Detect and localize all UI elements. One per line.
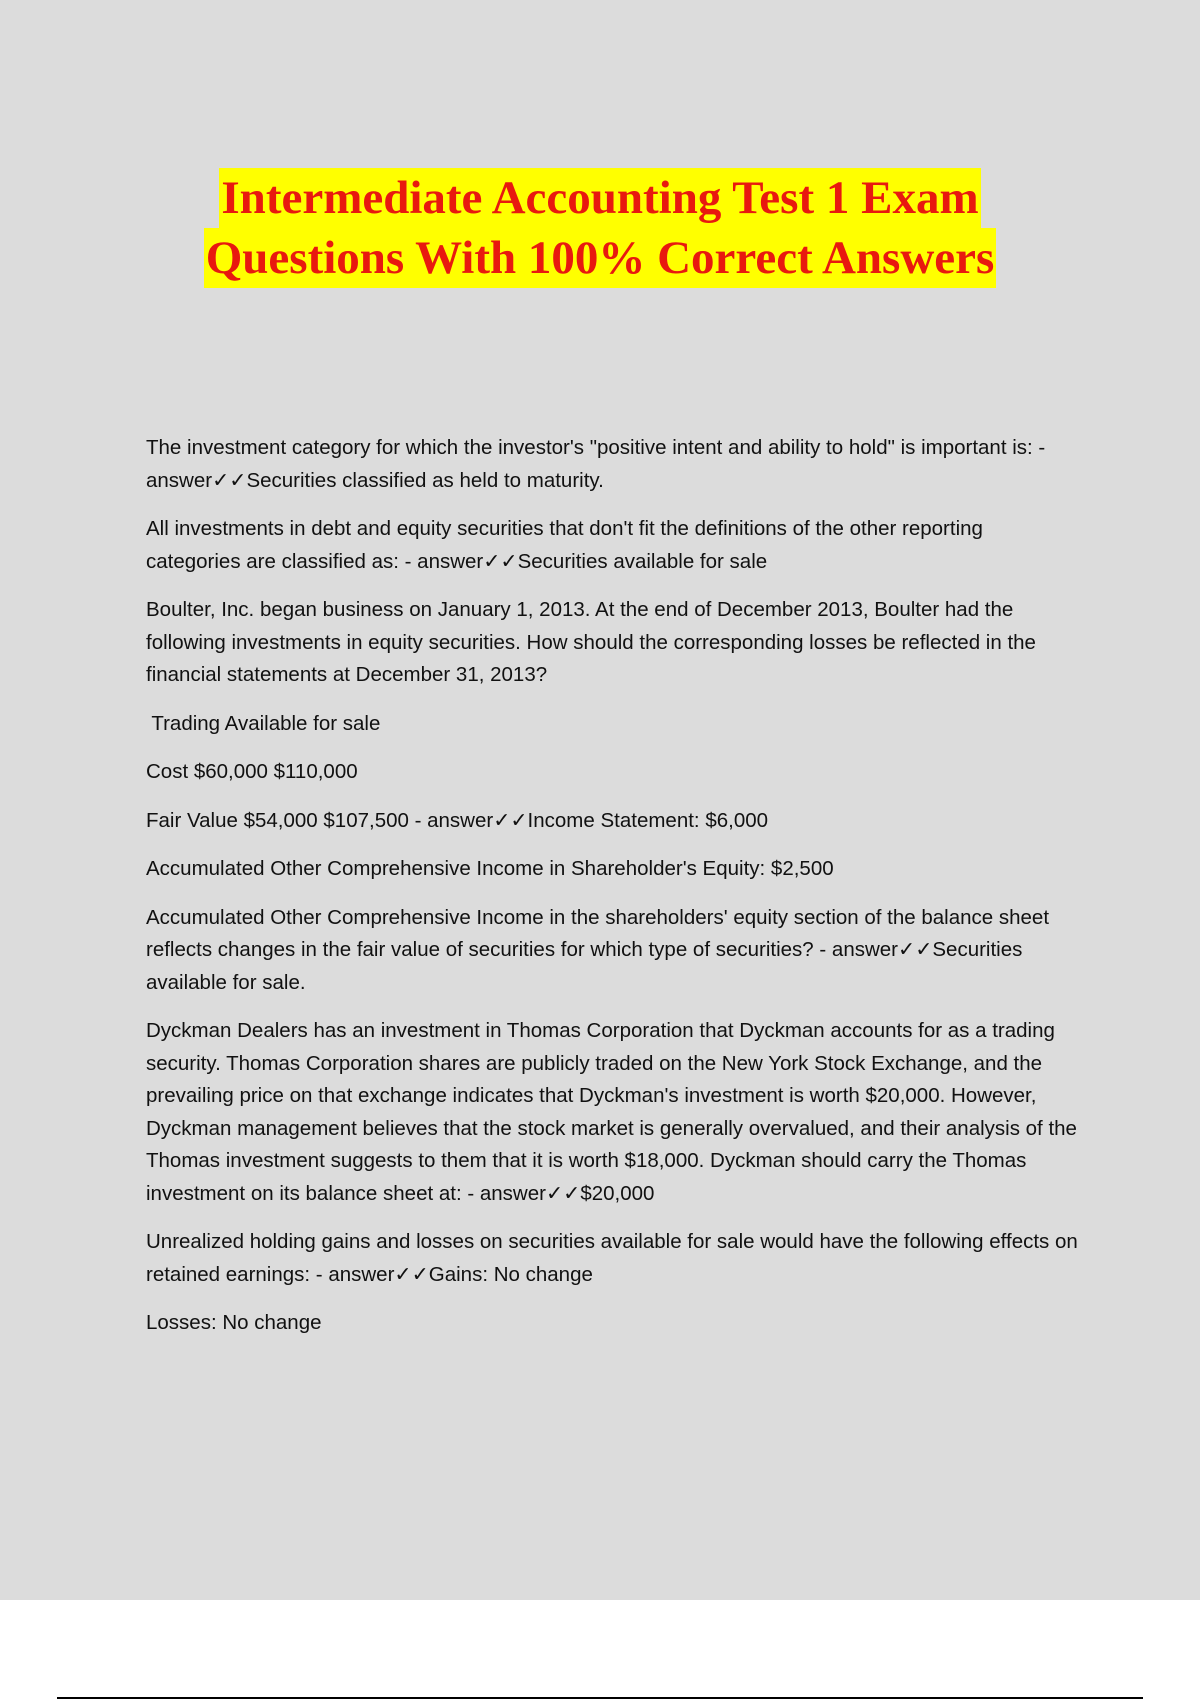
question-paragraph: Boulter, Inc. began business on January 1, 2013. At the end of December 2013, Boulter had the following investments in equity securities. How should the corresponding losses be reflected in the financial statements at December 31, 2013? <box>146 598 1036 686</box>
fair-value-line: Fair Value $54,000 $107,500 - answer✓✓Income Statement: $6,000 <box>146 808 769 832</box>
question-paragraph: All investments in debt and equity securities that don't fit the definitions of the other reporting categories are classified as: - answer✓✓Securities available for sale <box>146 517 983 573</box>
table-header-line: Trading Available for sale <box>146 711 381 735</box>
question-paragraph: The investment category for which the investor's "positive intent and ability to hold" is important is: - answer✓✓Securities classified as held to maturity. <box>146 436 1046 492</box>
answer-continuation: Losses: No change <box>146 1311 322 1334</box>
bottom-divider <box>57 1697 1143 1699</box>
title-line-1: Intermediate Accounting Test 1 Exam <box>219 168 980 228</box>
document-title <box>0 168 1200 288</box>
question-paragraph: Accumulated Other Comprehensive Income in the shareholders' equity section of the balance sheet reflects changes in the fair value of securities for which type of securities? - answer✓✓Securities available for sale. <box>146 905 1050 994</box>
answer-continuation: Accumulated Other Comprehensive Income in Shareholder's Equity: $2,500 <box>146 857 834 880</box>
question-paragraph: Unrealized holding gains and losses on securities available for sale would have the following effects on retained earnings: - answer✓✓Gains: No change <box>146 1230 1078 1286</box>
title-line-2: Questions With 100% Correct Answers <box>204 228 997 288</box>
cost-line: Cost $60,000 $110,000 <box>146 760 358 783</box>
question-paragraph: Dyckman Dealers has an investment in Thomas Corporation that Dyckman accounts for as a trading security. Thomas Corporation shares are publicly traded on the New York Stock Exchange, and the prevailing price on that exchange indicates that Dyckman's investment is worth $20,000. However, Dyckman management believes that the stock market is generally overvalued, and their analysis of the Thomas investment suggests to them that it is worth $18,000. Dyckman should carry the Thomas investment on its balance sheet at: - answer✓✓$20,000 <box>146 1019 1077 1205</box>
document-body <box>146 432 1081 1356</box>
